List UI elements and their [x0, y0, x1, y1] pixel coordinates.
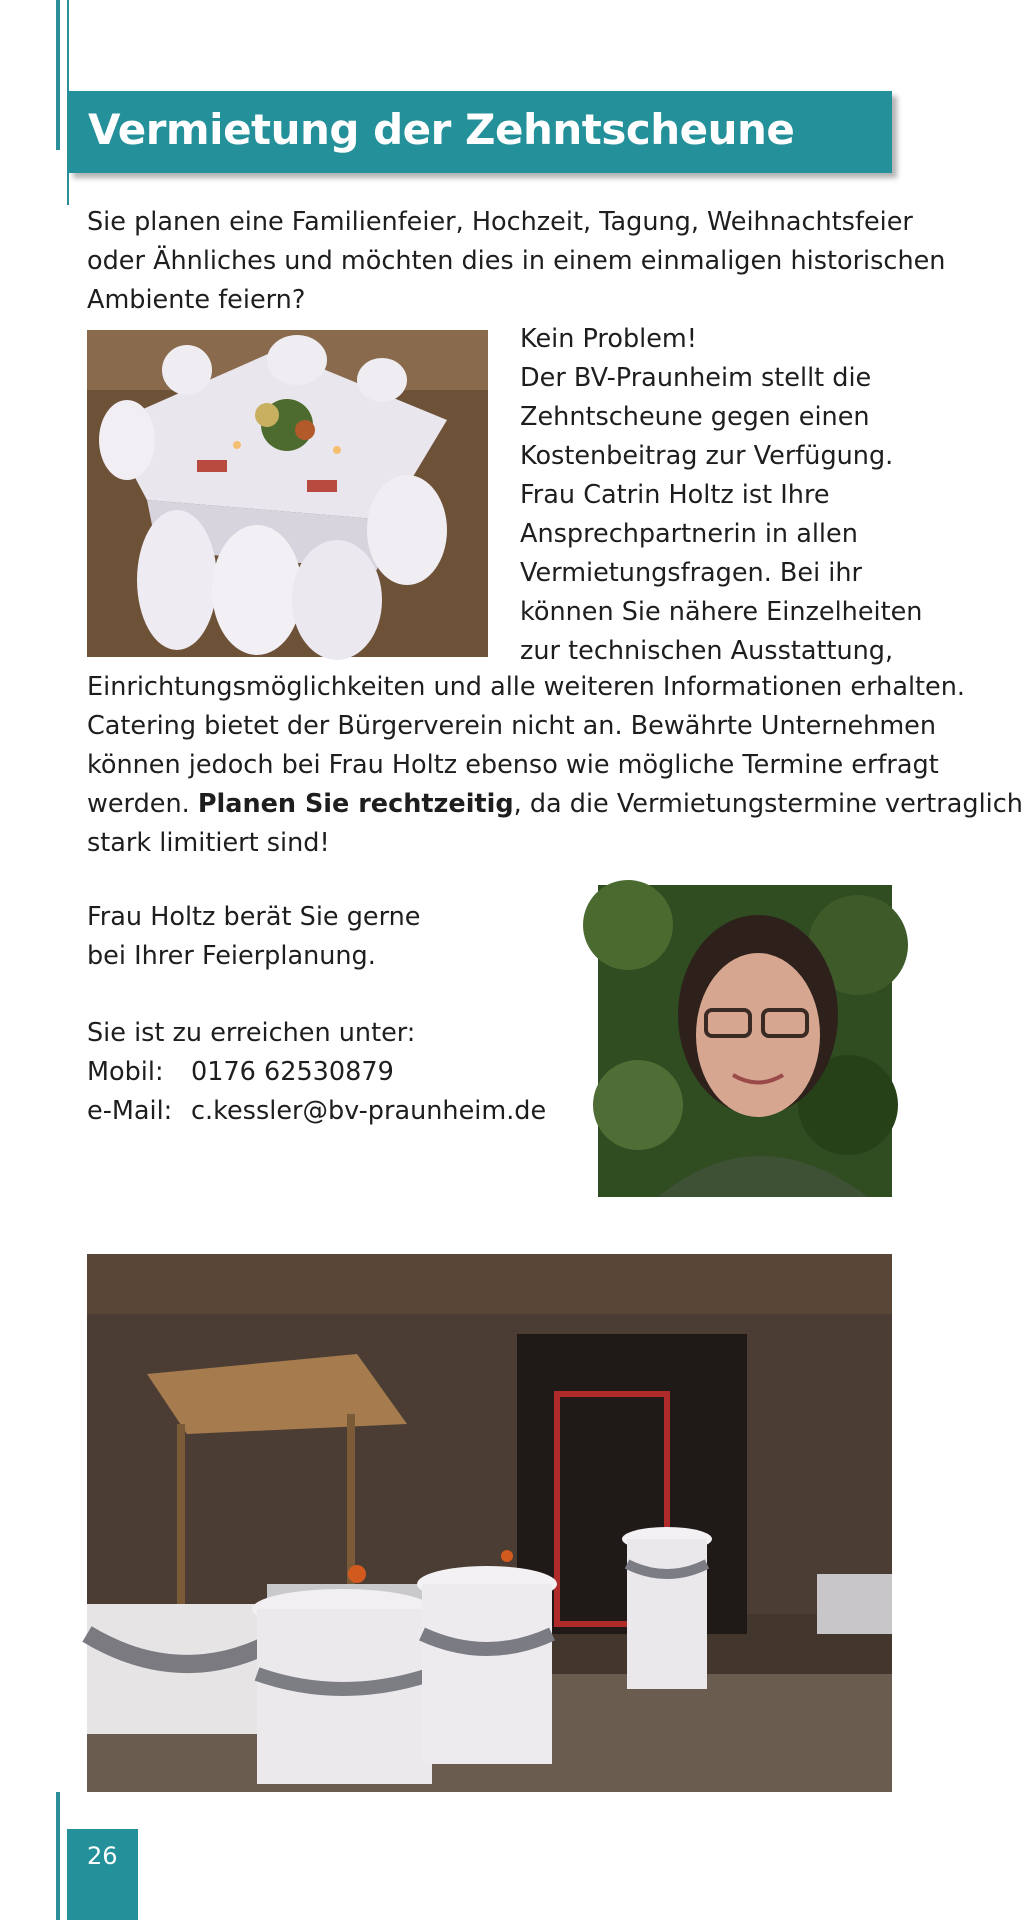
continuation-paragraph	[87, 668, 1023, 863]
contact-block	[87, 898, 587, 1131]
email-link[interactable]: c.kessler@bv-praunheim.de	[191, 1096, 547, 1126]
continuation-suffix: , da die Vermietungstermine vertraglich	[513, 789, 1023, 819]
side-line: Kostenbeitrag zur Verfügung.	[520, 441, 894, 471]
photo-contact-person	[598, 885, 892, 1197]
page-title: Vermietung der Zehntscheune	[88, 105, 795, 154]
mobile-row	[87, 1053, 587, 1092]
continuation-prefix: werden.	[87, 789, 198, 819]
side-line: Zehntscheune gegen einen	[520, 402, 870, 432]
side-line: Kein Problem!	[520, 324, 697, 354]
decorative-rule-top	[56, 0, 60, 150]
intro-paragraph	[87, 203, 946, 320]
emphasis-text: Planen Sie rechtzeitig	[197, 789, 514, 819]
side-line: Der BV-Praunheim stellt die	[520, 363, 872, 393]
side-paragraph	[520, 320, 923, 671]
title-banner	[68, 91, 892, 173]
advice-line: Frau Holtz berät Sie gerne	[87, 902, 421, 932]
decorative-rule-bottom	[56, 1792, 60, 1920]
page-number-box	[67, 1829, 138, 1920]
intro-line: oder Ähnliches und möchten dies in einem einmaligen historischen	[87, 246, 946, 276]
photo-hall-setup	[87, 1254, 892, 1792]
spacer	[87, 976, 587, 1014]
continuation-line: können jedoch bei Frau Holtz ebenso wie mögliche Termine erfragt	[87, 750, 939, 780]
photo-banquet-table	[87, 330, 488, 657]
side-line: Vermietungsfragen. Bei ihr	[520, 558, 863, 588]
mobile-number[interactable]: 0176 62530879	[191, 1057, 394, 1087]
continuation-final-line: stark limitiert sind!	[87, 828, 330, 858]
page-number: 26	[87, 1842, 118, 1870]
email-row	[87, 1092, 587, 1131]
intro-line: Sie planen eine Familienfeier, Hochzeit, Tagung, Weihnachtsfeier	[87, 207, 913, 237]
email-label: e-Mail:	[87, 1096, 173, 1126]
side-line: Frau Catrin Holtz ist Ihre	[520, 480, 830, 510]
mobile-label: Mobil:	[87, 1057, 164, 1087]
side-line: können Sie nähere Einzelheiten	[520, 597, 923, 627]
side-line: Ansprechpartnerin in allen	[520, 519, 858, 549]
continuation-line-emphasis	[87, 785, 1023, 824]
continuation-line: Catering bietet der Bürgerverein nicht an. Bewährte Unternehmen	[87, 711, 937, 741]
intro-line: Ambiente feiern?	[87, 285, 306, 315]
side-line: zur technischen Ausstattung,	[520, 636, 894, 666]
advice-line: bei Ihrer Feierplanung.	[87, 941, 376, 971]
continuation-line: Einrichtungsmöglichkeiten und alle weiteren Informationen erhalten.	[87, 672, 965, 702]
reach-label: Sie ist zu erreichen unter:	[87, 1018, 416, 1048]
